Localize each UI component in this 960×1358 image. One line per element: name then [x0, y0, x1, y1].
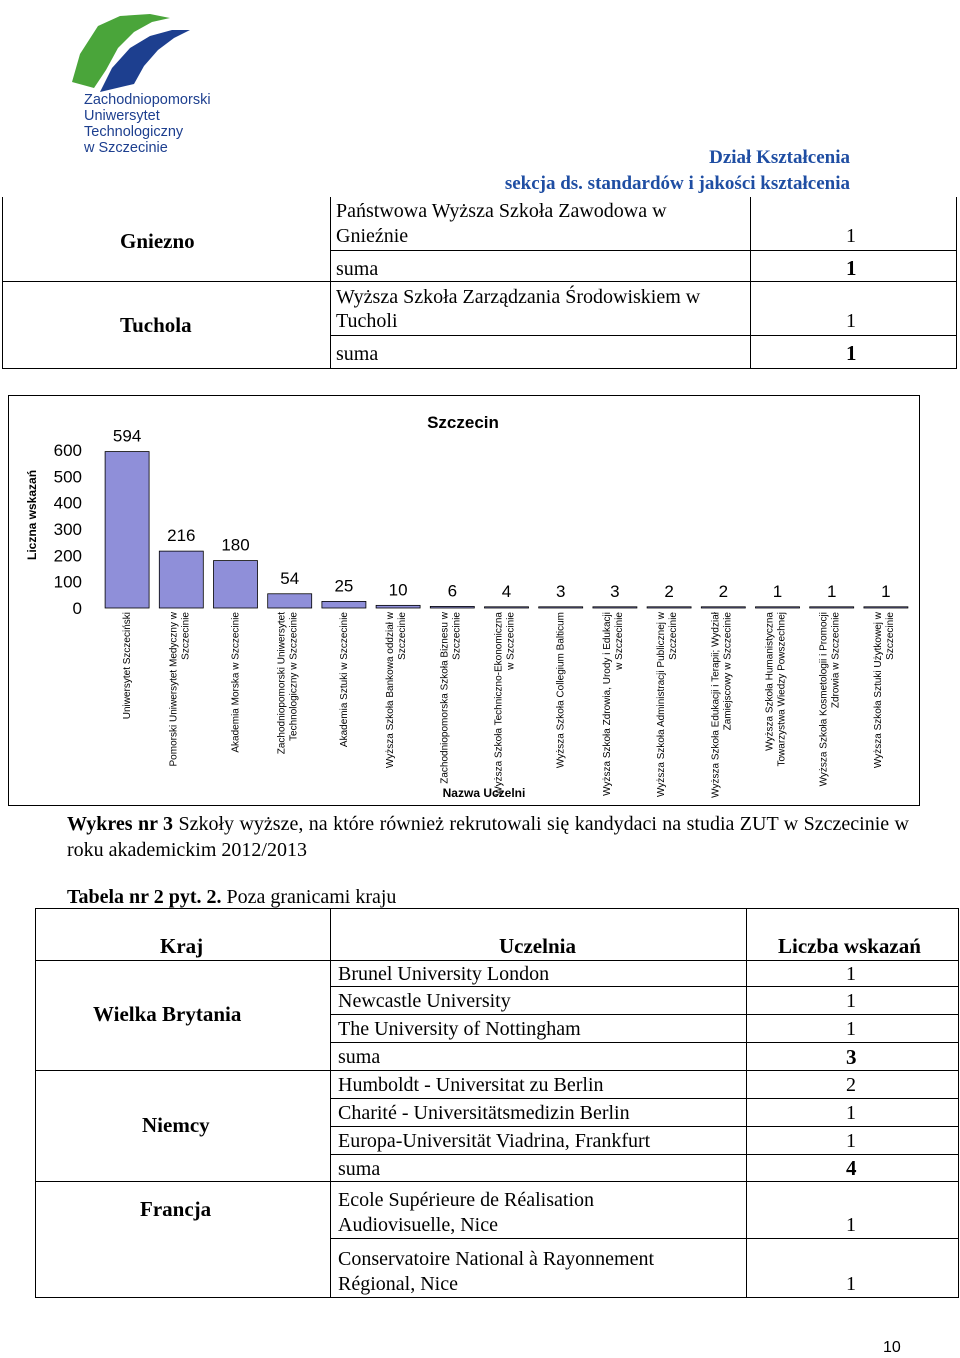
category-label-line: Wyższa Szkoła Sztuki Użytkowej w [872, 612, 884, 769]
table-border [330, 197, 331, 369]
category-label-line: Wyższa Szkoła Kosmetologii i Promocji [818, 612, 830, 787]
category-label [122, 612, 133, 719]
y-tick-label: 600 [53, 441, 82, 460]
y-axis-label: Liczna wskazań [25, 469, 39, 561]
university-name: Humboldt - Universitat zu Berlin [338, 1074, 604, 1096]
count-cell: 1 [846, 990, 856, 1012]
university-name: Ecole Supérieure de Réalisation [338, 1189, 595, 1211]
category-label-line: Szczecinie [451, 612, 463, 660]
count-cell: 2 [846, 1074, 856, 1096]
category-label-line: w Szczecinie [613, 612, 625, 670]
category-label-line: Uniwersytet Szczeciński [122, 612, 134, 720]
chart-title: Szczecin [427, 413, 499, 432]
bar-data-label: 10 [388, 580, 408, 600]
category-label-line: Szczecinie [884, 612, 896, 660]
city-cell: Tuchola [120, 313, 192, 337]
university-name: Brunel University London [338, 963, 550, 985]
category-label-line: Pomorski Uniwersytet Medyczny w [168, 612, 180, 767]
table-border [330, 908, 331, 1298]
category-label [168, 611, 191, 766]
bar [810, 607, 854, 608]
bar [647, 607, 691, 608]
logo-line: w Szczecinie [84, 140, 168, 156]
sum-label: suma [338, 1158, 381, 1180]
table-border [330, 1014, 959, 1015]
table-border [35, 1070, 959, 1071]
category-label-line: Zachodniopomorska Szkoła Biznesu w [439, 612, 451, 784]
category-label-line: Wyższa Szkoła Zdrowia, Urody i Edukacji [601, 612, 613, 796]
sum-label: suma [336, 343, 379, 365]
bar-data-label: 1 [772, 581, 783, 601]
bar-data-label: 54 [280, 568, 300, 588]
logo-line: Technologiczny [84, 124, 184, 140]
category-label [556, 612, 567, 768]
sum-value: 4 [846, 1156, 857, 1180]
category-label-line: Zamiejscowy w Szczecinie [722, 612, 734, 731]
bar-data-label: 3 [555, 581, 566, 601]
bar-data-label: 2 [718, 581, 729, 601]
university-name: Conservatoire National à Rayonnement [338, 1248, 655, 1270]
table-border [35, 1181, 959, 1182]
table-border [330, 335, 957, 336]
bar [322, 601, 366, 608]
sum-value: 1 [846, 256, 857, 280]
category-label-line: Wyższa Szkoła Administracji Publicznej w [656, 612, 668, 797]
section-title: sekcja ds. standardów i jakości kształcenia [504, 173, 850, 194]
y-tick-label: 200 [53, 546, 82, 566]
sum-value: 3 [846, 1045, 857, 1069]
table-border [330, 1154, 959, 1155]
bar-data-label: 1 [826, 581, 837, 601]
chart-caption [67, 811, 909, 863]
category-label-line: w Szczecinie [505, 612, 517, 670]
bar-data-label: 1 [881, 581, 891, 601]
bar-chart [0, 395, 960, 807]
bar-data-label: 180 [221, 535, 250, 555]
bar-data-label: 3 [610, 581, 620, 601]
category-label-line: Technologiczny w Szczecinie [288, 612, 300, 741]
school-name: Państwowa Wyższa Szkoła Zawodowa w [336, 200, 667, 222]
country-cell: Wielka Brytania [93, 1002, 242, 1026]
bar-data-label: 2 [664, 581, 674, 601]
table-border [956, 197, 957, 369]
count-cell: 1 [846, 1214, 856, 1236]
school-name: Gnieźnie [336, 225, 409, 247]
table-title-label: Tabela nr 2 pyt. 2. [67, 886, 222, 908]
table-title [67, 884, 396, 910]
bar [539, 607, 583, 608]
count-cell: 1 [846, 1102, 856, 1124]
bar [485, 607, 529, 608]
university-name: Audiovisuelle, Nice [338, 1214, 498, 1236]
table-border [746, 908, 747, 1298]
count-cell: 1 [846, 1273, 856, 1295]
page-number: 10 [883, 1339, 901, 1356]
department-title: Dział Kształcenia [709, 147, 850, 168]
bar [376, 605, 420, 608]
category-label-line: Szczecinie [668, 612, 680, 660]
table-border [35, 960, 959, 961]
category-label-line: Szczecinie [397, 612, 409, 660]
category-label [765, 612, 788, 767]
count-cell: 1 [846, 225, 856, 247]
category-label [277, 612, 300, 755]
university-name: Europa-Universität Viadrina, Frankfurt [338, 1130, 651, 1152]
caption-text: Szkoły wyższe, na które również rekrutowali się kandydaci na studia ZUT w Szczecinie w roku akademickim 2012/2013 [67, 813, 909, 861]
logo-text [84, 92, 234, 156]
category-label-line: Wyższa Szkoła Bankowa oddział w [385, 612, 397, 769]
count-cell: 1 [846, 310, 856, 332]
table-border [2, 197, 3, 369]
header-university: Uczelnia [499, 934, 576, 958]
count-cell: 1 [846, 963, 856, 985]
y-tick-label: 400 [53, 493, 82, 513]
header-count: Liczba wskazań [778, 934, 921, 958]
table-border [2, 281, 957, 282]
x-axis-label: Nazwa Uczelni [442, 786, 526, 800]
category-label [710, 611, 733, 798]
category-label [494, 612, 517, 796]
table-border [958, 908, 959, 1298]
sum-value: 1 [846, 341, 857, 365]
category-label-line: Wyższa Szkoła Humanistyczna [764, 612, 776, 751]
caption-label: Wykres nr 3 [67, 813, 174, 835]
category-label-line: Akademia Morska w Szczecinie [230, 612, 242, 753]
table-border [35, 908, 36, 1298]
y-tick-label: 100 [53, 572, 82, 592]
y-tick-label: 500 [53, 467, 82, 487]
count-cell: 1 [846, 1018, 856, 1040]
university-name: Régional, Nice [338, 1273, 458, 1295]
y-tick-label: 0 [72, 599, 82, 618]
city-cell: Gniezno [120, 229, 195, 253]
bar [756, 607, 800, 608]
sum-label: suma [336, 258, 379, 280]
table-title-text: Poza granicami kraju [221, 886, 397, 908]
category-label [339, 612, 350, 747]
category-label [231, 612, 242, 753]
university-name: The University of Nottingham [338, 1018, 581, 1040]
table-border [35, 908, 959, 909]
bar [593, 607, 637, 608]
category-label-line: Towarzystwa Wiedzy Powszechnej [776, 612, 788, 767]
category-label-line: Zachodniopomorski Uniwersytet [276, 612, 288, 755]
bar-data-label: 4 [501, 581, 512, 601]
bar-data-label: 594 [112, 426, 142, 446]
university-name: Newcastle University [338, 990, 511, 1012]
sum-label: suma [338, 1046, 381, 1068]
category-label-line: Wyższa Szkoła Edukacji i Terapii; Wydział [710, 612, 722, 798]
category-label [656, 611, 679, 797]
logo-line: Zachodniopomorski [84, 92, 211, 108]
bar [105, 452, 149, 608]
bar [268, 594, 312, 608]
table-border [330, 986, 959, 987]
logo-line: Uniwersytet [84, 108, 160, 124]
category-label-line: Szczecinie [180, 612, 192, 660]
country-cell: Francja [140, 1197, 212, 1221]
bar [159, 551, 203, 608]
school-name: Tucholi [336, 310, 398, 332]
table-border [330, 1126, 959, 1127]
table-border [750, 197, 751, 369]
category-label [439, 611, 462, 784]
bar [430, 606, 474, 608]
count-cell: 1 [846, 1130, 856, 1152]
bar-data-label: 6 [447, 581, 458, 601]
abroad-table [0, 908, 960, 1298]
bar-data-label: 216 [167, 526, 196, 546]
header-country: Kraj [160, 934, 204, 958]
top-table [0, 197, 958, 369]
category-labels [122, 611, 896, 798]
table-border [330, 1098, 959, 1099]
table-border [330, 250, 957, 251]
country-cell: Niemcy [142, 1113, 210, 1137]
bar [701, 607, 745, 608]
table-border [2, 368, 957, 369]
school-name: Wyższa Szkoła Zarządzania Środowiskiem w [336, 286, 701, 308]
table-border [35, 1297, 959, 1298]
category-label-line: Wyższa Szkoła Techniczno-Ekonomiczna [493, 612, 505, 796]
table-border [330, 1042, 959, 1043]
category-label [819, 612, 842, 787]
table-border [330, 1238, 959, 1239]
bar [214, 561, 258, 608]
category-label [873, 611, 896, 768]
bar [864, 607, 908, 608]
bar-data-label: 25 [334, 576, 354, 596]
university-name: Charité - Universitätsmedizin Berlin [338, 1102, 630, 1124]
category-label-line: Wyższa Szkoła Collegium Balticum [555, 612, 567, 769]
y-tick-label: 300 [53, 520, 82, 539]
category-label [385, 611, 408, 768]
y-axis-ticks [54, 441, 82, 618]
category-label [602, 612, 625, 796]
category-label-line: Zdrowia w Szczecinie [830, 612, 842, 709]
category-label-line: Akademia Sztuki w Szczecinie [338, 612, 350, 748]
